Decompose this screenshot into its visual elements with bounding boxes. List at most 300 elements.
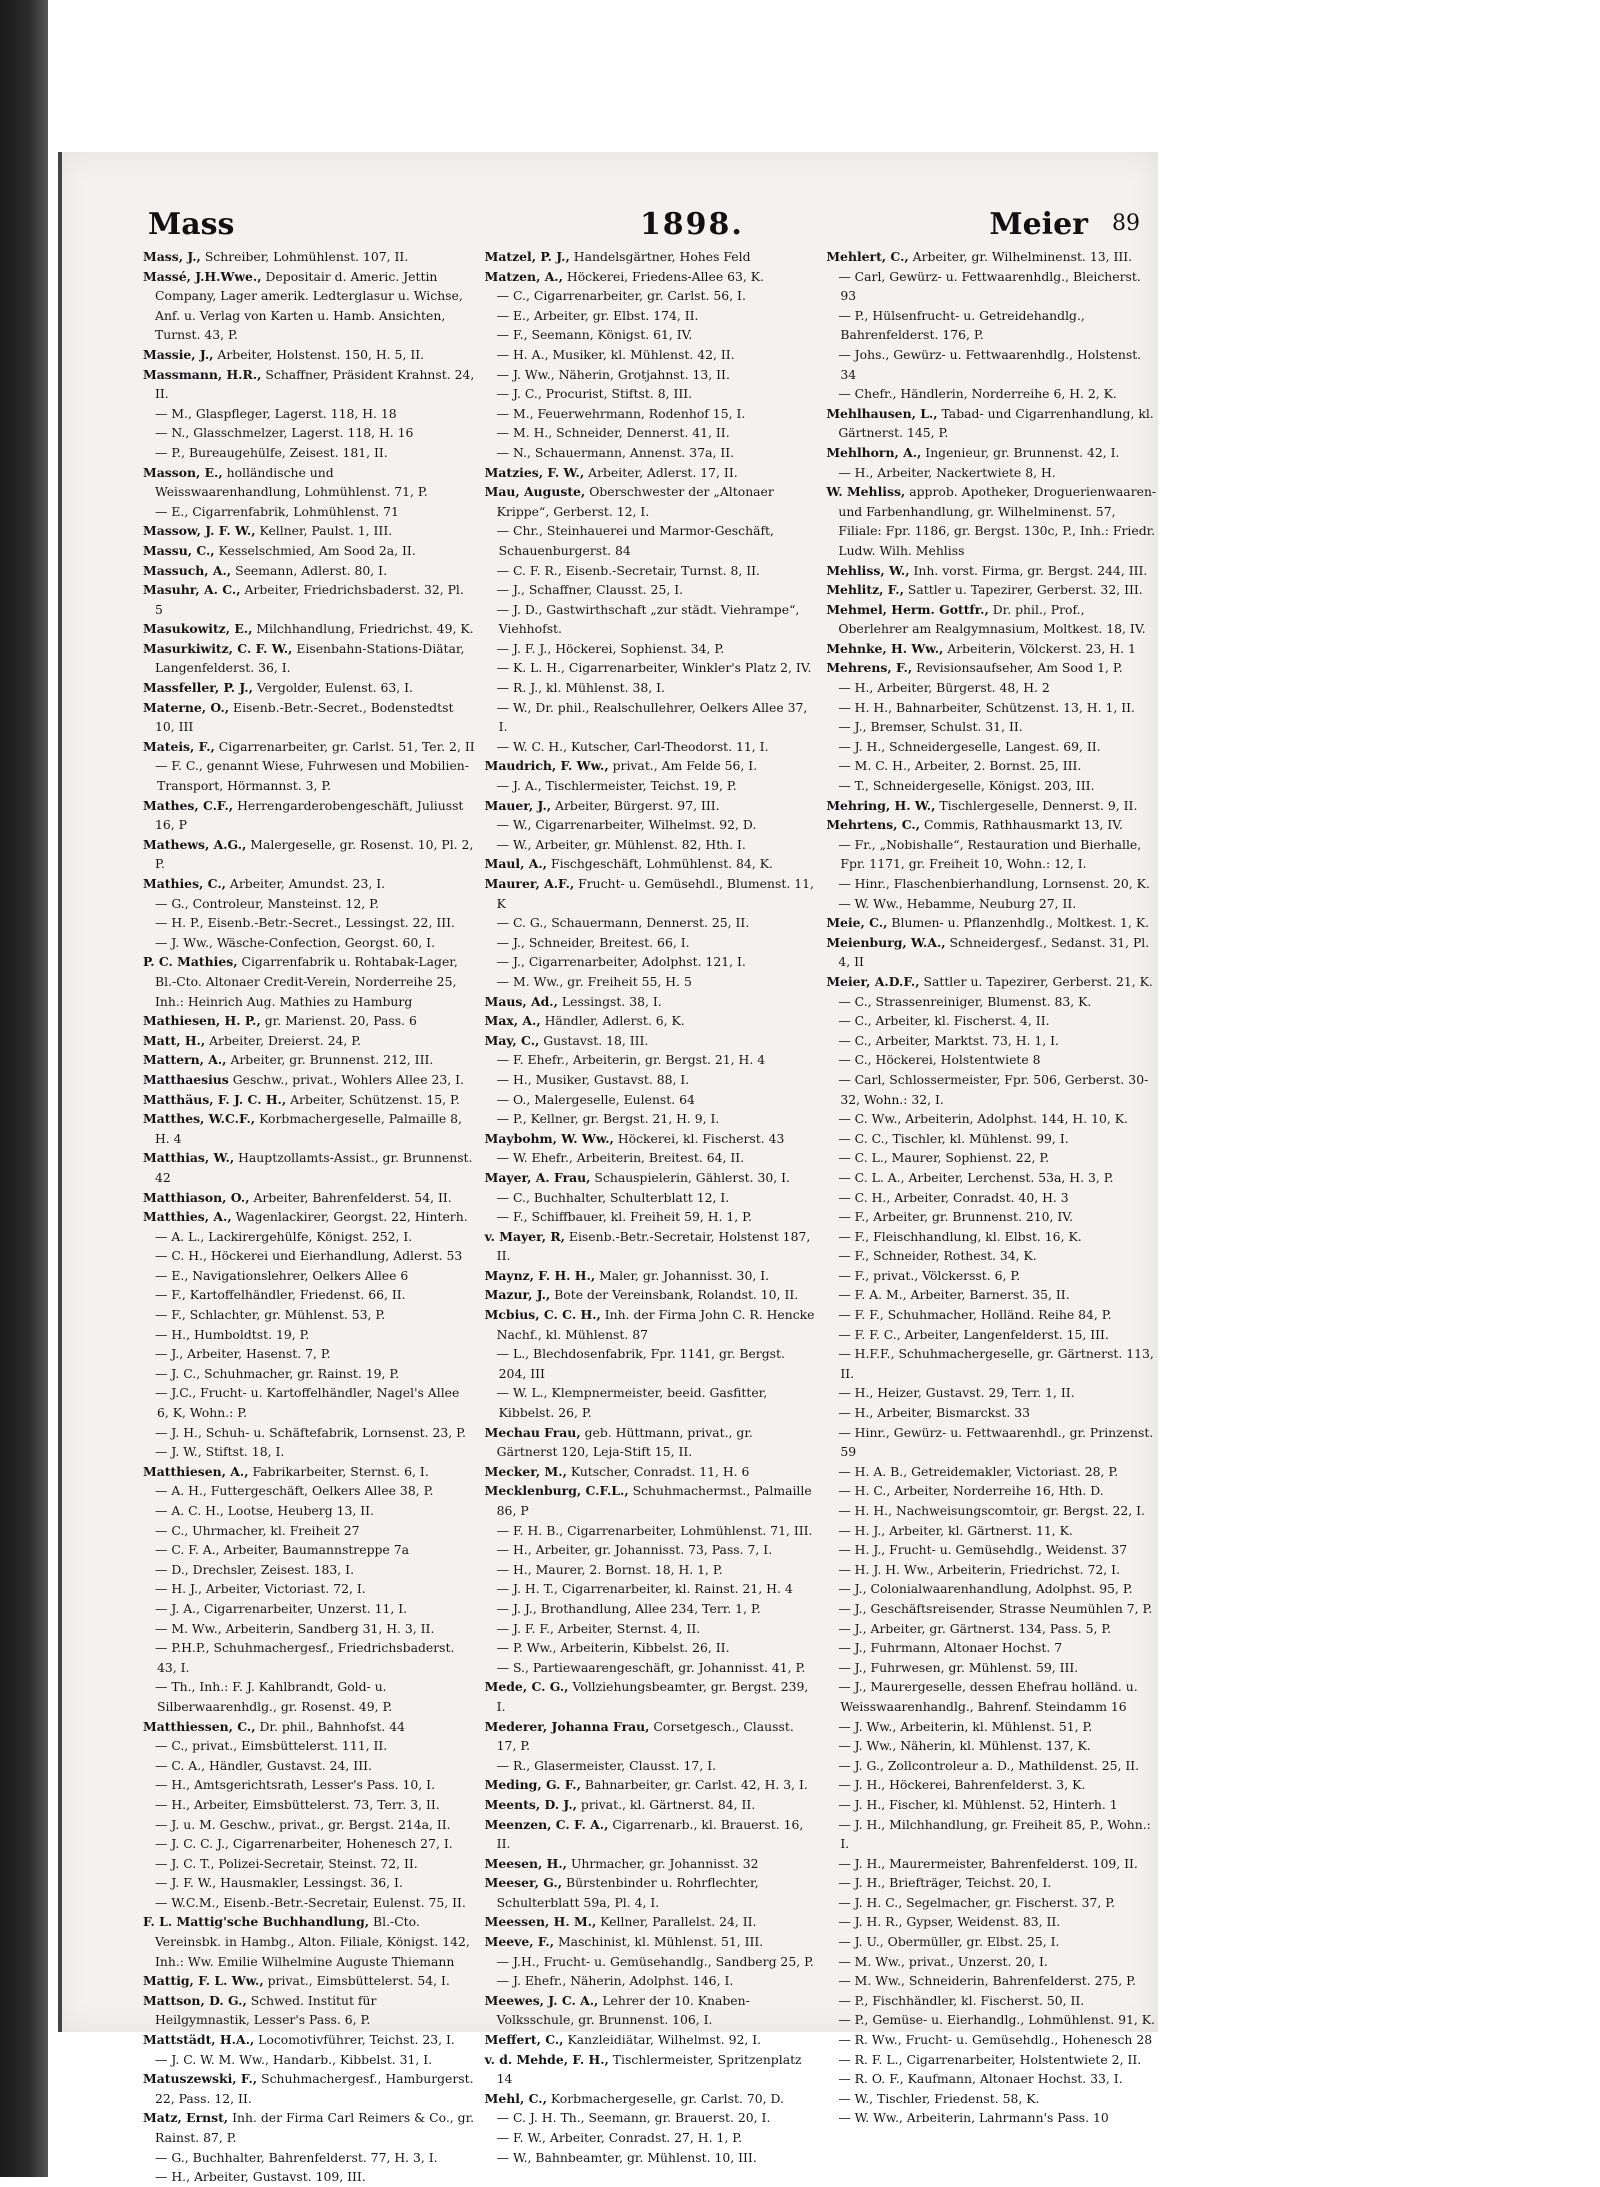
directory-entry: [485, 1462, 817, 1482]
entry-details: — K. L. H., Cigarrenarbeiter, Winkler's Platz 2, IV.: [496, 660, 812, 676]
directory-entry: [826, 1148, 1158, 1168]
entry-details: — W.C.M., Eisenb.-Betr.-Secretair, Eulenst. 75, II.: [155, 1894, 466, 1910]
entry-details: holländische und Weisswaarenhandlung, Lohmühlenst. 71, P.: [155, 464, 428, 500]
directory-entry: [485, 345, 817, 365]
directory-entry: [143, 404, 475, 424]
entry-details: — Fr., „Nobishalle“, Restauration und Bierhalle, Fpr. 1171, gr. Freiheit 10, Wohn.: 12, I.: [838, 836, 1142, 872]
directory-entry: [826, 737, 1158, 757]
directory-entry: [826, 1736, 1158, 1756]
directory-entry: [485, 796, 817, 816]
directory-entry: [826, 639, 1158, 659]
directory-entry: [826, 1971, 1158, 1991]
entry-name: Massuch, A.,: [143, 562, 232, 578]
directory-entry: [826, 1050, 1158, 1070]
entry-details: — C., Buchhalter, Schulterblatt 12, I.: [496, 1189, 730, 1205]
directory-entry: [143, 1815, 475, 1835]
directory-entry: [485, 835, 817, 855]
entry-name: Mede, C. G.,: [484, 1679, 569, 1695]
entry-name: Meesen, H.,: [484, 1855, 567, 1871]
entry-details: Maler, gr. Johannisst. 30, I.: [599, 1267, 770, 1283]
directory-entry: [143, 502, 475, 522]
directory-entry: [826, 1207, 1158, 1227]
directory-entry: [143, 874, 475, 894]
entry-details: — C., Strassenreiniger, Blumenst. 83, K.: [838, 993, 1092, 1009]
directory-entry: [485, 1717, 817, 1756]
directory-entry: [485, 580, 817, 600]
directory-entry: [143, 1971, 475, 1991]
entry-details: — C., Uhrmacher, kl. Freiheit 27: [155, 1522, 360, 1538]
entry-name: Mau, Auguste,: [484, 484, 586, 500]
entry-details: Locomotivführer, Teichst. 23, I.: [258, 2032, 455, 2048]
directory-entry: [485, 678, 817, 698]
directory-entry: [485, 1873, 817, 1912]
directory-entry: [485, 1070, 817, 1090]
entry-details: — F., Schiffbauer, kl. Freiheit 59, H. 1, P.: [496, 1209, 752, 1225]
entry-name: Mehrtens, C.,: [826, 817, 920, 833]
entry-name: Mehnke, H. Ww.,: [826, 640, 944, 656]
directory-entry: [826, 1325, 1158, 1345]
directory-entry: [143, 1795, 475, 1815]
directory-entry: [485, 776, 817, 796]
entry-details: — J. H., Fischer, kl. Mühlenst. 52, Hinterh. 1: [838, 1796, 1118, 1812]
directory-entry: [485, 1795, 817, 1815]
directory-entry: [485, 1521, 817, 1541]
directory-entry: [485, 2089, 817, 2109]
directory-entry: [826, 913, 1158, 933]
directory-entry: [826, 1031, 1158, 1051]
entry-details: Malergeselle, gr. Rosenst. 10, Pl. 2, P.: [155, 836, 474, 872]
entry-details: — H., Arbeiter, Bürgerst. 48, H. 2: [838, 680, 1050, 696]
entry-details: — M. C. H., Arbeiter, 2. Bornst. 25, III.: [838, 758, 1082, 774]
entry-details: — J. C., Procurist, Stiftst. 8, III.: [496, 386, 693, 402]
directory-entry: [485, 2128, 817, 2148]
entry-details: — F., Seemann, Königst. 61, IV.: [496, 327, 693, 343]
directory-entry: [143, 639, 475, 678]
directory-entry: [143, 952, 475, 1011]
entry-details: Schaffner, Präsident Krahnst. 24, II.: [155, 366, 475, 402]
directory-entry: [143, 1423, 475, 1443]
directory-entry: [485, 1756, 817, 1776]
entry-details: — J., Maurergeselle, dessen Ehefrau holländ. u. Weisswaarenhandlg., Bahrenf. Steindamm 16: [838, 1679, 1138, 1714]
entry-details: — J. J., Brothandlung, Allee 234, Terr. 1, P.: [496, 1600, 761, 1616]
directory-entry: [485, 1971, 817, 1991]
entry-details: Inh. vorst. Firma, gr. Bergst. 244, III.: [913, 562, 1148, 578]
directory-entry: [485, 1227, 817, 1266]
entry-details: — F., Kartoffelhändler, Friedenst. 66, II.: [155, 1287, 406, 1303]
entry-details: Schneidergesf., Sedanst. 31, Pl. 4, II: [838, 934, 1150, 970]
entry-details: — N., Schauermann, Annenst. 37a, II.: [496, 444, 735, 460]
directory-entry: [826, 1952, 1158, 1972]
directory-entry: [143, 365, 475, 404]
entry-name: Matzel, P. J.,: [484, 249, 570, 264]
entry-details: — W., Cigarrenarbeiter, Wilhelmst. 92, D.: [496, 817, 757, 833]
entry-details: Herrengarderobengeschäft, Juliusst 16, P: [155, 797, 464, 833]
entry-details: Bürstenbinder u. Rohrflechter, Schulterblatt 59a, Pl. 4, I.: [496, 1875, 759, 1910]
directory-entry: [143, 1854, 475, 1874]
entry-details: Schauspielerin, Gählerst. 30, I.: [594, 1169, 790, 1185]
directory-entry: [826, 2030, 1158, 2050]
entry-details: — P., Bureaugehülfe, Zeisest. 181, II.: [155, 444, 388, 460]
directory-entry: [143, 1383, 475, 1422]
directory-entry: [143, 1756, 475, 1776]
directory-entry: [826, 678, 1158, 698]
entry-details: — C., Cigarrenarbeiter, gr. Carlst. 56, I.: [496, 288, 746, 304]
directory-entry: [143, 463, 475, 502]
entry-details: — Chr., Steinhauerei und Marmor-Geschäft, Schauenburgerst. 84: [496, 523, 774, 558]
directory-entry: [485, 992, 817, 1012]
entry-details: Lessingst. 38, I.: [561, 993, 662, 1009]
directory-entry: [826, 1285, 1158, 1305]
entry-details: — R. J., kl. Mühlenst. 38, I.: [496, 680, 665, 696]
directory-entry: [143, 1227, 475, 1247]
entry-details: Arbeiter, Adlerst. 17, II.: [588, 464, 738, 480]
entry-details: — J. H. R., Gypser, Weidenst. 83, II.: [838, 1914, 1061, 1930]
entry-name: Matt, H.,: [143, 1032, 206, 1048]
entry-details: — J. W., Stiftst. 18, I.: [155, 1444, 285, 1460]
entry-details: Höckerei, kl. Fischerst. 43: [617, 1130, 785, 1146]
entry-details: Bahnarbeiter, gr. Carlst. 42, H. 3, I.: [584, 1777, 808, 1793]
entry-details: Seemann, Adlerst. 80, I.: [235, 562, 388, 578]
directory-entry: [826, 600, 1158, 639]
entry-name: Materne, O.,: [143, 699, 230, 715]
entry-details: — J. F. J., Höckerei, Sophienst. 34, P.: [496, 640, 725, 656]
entry-details: — J., Arbeiter, Hasenst. 7, P.: [155, 1346, 331, 1362]
directory-entry: [143, 2148, 475, 2168]
directory-entry: [826, 1246, 1158, 1266]
directory-entry: [485, 1031, 817, 1051]
directory-entry: [143, 1521, 475, 1541]
directory-entry: [826, 1579, 1158, 1599]
directory-entry: [485, 521, 817, 560]
entry-details: — R. O. F., Kaufmann, Altonaer Hochst. 33, I.: [838, 2071, 1123, 2087]
directory-entry: [485, 1148, 817, 1168]
directory-entry: [826, 1540, 1158, 1560]
directory-entry: [826, 1501, 1158, 1521]
directory-entry: [485, 1932, 817, 1952]
entry-details: gr. Marienst. 20, Pass. 6: [264, 1013, 417, 1029]
directory-entry: [826, 1305, 1158, 1325]
entry-name: Mehl, C.,: [484, 2090, 547, 2106]
directory-entry: [826, 1717, 1158, 1737]
entry-details: — H. P., Eisenb.-Betr.-Secret., Lessingst. 22, III.: [155, 915, 455, 931]
entry-details: Kanzleidiätar, Wilhelmst. 92, I.: [567, 2032, 762, 2048]
entry-name: Mattig, F. L. Ww.,: [143, 1973, 264, 1989]
entry-name: Massé, J.H.Wwe.,: [143, 268, 262, 284]
directory-entry: [826, 443, 1158, 463]
directory-entry: [826, 1403, 1158, 1423]
directory-entry: [485, 874, 817, 913]
entry-name: Mechau Frau,: [484, 1424, 581, 1440]
entry-details: Schuhmachermst., Palmaille 86, P: [496, 1483, 812, 1518]
entry-details: — F., Fleischhandlung, kl. Elbst. 16, K.: [838, 1228, 1082, 1244]
entry-details: — D., Drechsler, Zeisest. 183, I.: [155, 1561, 355, 1577]
entry-details: Milchhandlung, Friedrichst. 49, K.: [256, 621, 474, 637]
entry-details: — J. C. W. M. Ww., Handarb., Kibbelst. 31, I.: [155, 2051, 433, 2067]
entry-name: Maus, Ad.,: [484, 993, 558, 1009]
entry-name: Massow, J. F. W.,: [143, 523, 256, 539]
entry-details: — A. C. H., Lootse, Heuberg 13, II.: [155, 1503, 374, 1518]
directory-entry: [143, 796, 475, 835]
entry-name: Maynz, F. H. H.,: [484, 1267, 596, 1283]
entry-details: — J., Bremser, Schulst. 31, II.: [838, 719, 1023, 735]
directory-entry: [485, 1619, 817, 1639]
directory-entry: [143, 1619, 475, 1639]
directory-entry: [485, 1305, 817, 1344]
directory-entry: [485, 267, 817, 287]
entry-details: — J. u. M. Geschw., privat., gr. Bergst. 214a, II.: [155, 1816, 451, 1832]
directory-entry: [826, 1188, 1158, 1208]
entry-details: Revisionsaufseher, Am Sood 1, P.: [916, 660, 1123, 676]
directory-entry: [485, 1579, 817, 1599]
entry-details: — C. J. H. Th., Seemann, gr. Brauerst. 20, I.: [496, 2110, 771, 2126]
directory-entry: [143, 1579, 475, 1599]
directory-entry: [826, 972, 1158, 992]
entry-details: Vergolder, Eulenst. 63, I.: [256, 680, 413, 696]
directory-entry: [826, 1011, 1158, 1031]
entry-details: — J. Ww., Näherin, Grotjahnst. 13, II.: [496, 366, 730, 382]
directory-entry: [485, 1168, 817, 1188]
entry-details: — C., Höckerei, Holstentwiete 8: [838, 1052, 1041, 1068]
entry-name: P. C. Mathies,: [143, 954, 238, 970]
directory-entry: [485, 1129, 817, 1149]
directory-entry: [826, 1560, 1158, 1580]
entry-name: v. Mayer, R,: [484, 1228, 565, 1244]
entry-name: Mazur, J.,: [484, 1287, 551, 1303]
entry-details: — M. H., Schneider, Dennerst. 41, II.: [496, 425, 730, 441]
entry-name: Mattson, D. G.,: [143, 1992, 247, 2008]
entry-name: Mehlitz, F.,: [826, 582, 904, 598]
entry-details: — F. H. B., Cigarrenarbeiter, Lohmühlenst. 71, III.: [496, 1522, 813, 1538]
entry-details: privat., Eimsbüttelerst. 54, I.: [267, 1973, 450, 1989]
entry-details: privat., kl. Gärtnerst. 84, II.: [580, 1796, 756, 1812]
directory-entry: [826, 1638, 1158, 1658]
directory-entry: [826, 463, 1158, 483]
entry-details: — M. Ww., privat., Unzerst. 20, I.: [838, 1953, 1048, 1969]
directory-entry: [826, 2069, 1158, 2089]
directory-entry: [143, 247, 475, 267]
directory-entry: [826, 717, 1158, 737]
directory-entry: [143, 1188, 475, 1208]
directory-entry: [485, 306, 817, 326]
entry-name: Meienburg, W.A.,: [826, 934, 946, 950]
directory-entry: [143, 1305, 475, 1325]
directory-entry: [826, 1227, 1158, 1247]
entry-details: Bl.-Cto. Vereinsbk. in Hambg., Alton. Filiale, Königst. 142, Inh.: Ww. Emilie Wilhelmine Auguste Thiemann: [155, 1914, 470, 1969]
entry-details: — J. A., Cigarrenarbeiter, Unzerst. 11, I.: [155, 1600, 408, 1616]
entry-details: Arbeiter, Friedrichsbaderst. 32, Pl. 5: [155, 582, 464, 617]
entry-details: — J. H., Briefträger, Teichst. 20, I.: [838, 1875, 1052, 1891]
entry-details: — Hinr., Gewürz- u. Fettwaarenhdl., gr. Prinzenst. 59: [838, 1424, 1154, 1460]
entry-details: — H., Arbeiter, Gustavst. 109, III.: [155, 2169, 366, 2185]
entry-details: — J. H. C., Segelmacher, gr. Fischerst. 37, P.: [838, 1894, 1116, 1910]
entry-name: Masukowitz, E.,: [143, 621, 253, 637]
entry-details: — C. F. A., Arbeiter, Baumannstreppe 7a: [155, 1542, 409, 1558]
entry-details: Arbeiter, Amundst. 23, I.: [229, 876, 386, 891]
column-2: [484, 247, 817, 2165]
directory-entry: [143, 737, 475, 757]
directory-entry: [143, 2069, 475, 2108]
entry-name: Meffert, C.,: [484, 2032, 564, 2048]
entry-name: Mcbius, C. C. H.,: [484, 1307, 601, 1323]
entry-details: Arbeiter, gr. Wilhelminenst. 13, III.: [912, 249, 1133, 264]
entry-details: — J., Schaffner, Clausst. 25, I.: [496, 582, 684, 598]
directory-entry: [485, 1952, 817, 1972]
entry-name: Matthiessen, C.,: [143, 1718, 256, 1734]
entry-details: — J. G., Zollcontroleur a. D., Mathildenst. 25, II.: [838, 1757, 1140, 1773]
entry-name: Matz, Ernst,: [143, 2110, 229, 2126]
column-3: [826, 247, 1158, 2126]
directory-entry: [143, 1011, 475, 1031]
entry-details: — E., Navigationslehrer, Oelkers Allee 6: [155, 1267, 409, 1283]
entry-name: Mecklenburg, C.F.L.,: [484, 1483, 629, 1499]
entry-details: — F., privat., Völckersst. 6, P.: [838, 1267, 1021, 1283]
entry-name: Max, A.,: [484, 1013, 541, 1029]
directory-entry: [826, 835, 1158, 874]
entry-details: — J. D., Gastwirthschaft „zur städt. Viehrampe“, Viehhofst.: [496, 601, 800, 637]
directory-entry: [143, 423, 475, 443]
directory-entry: [826, 2108, 1158, 2128]
entry-details: — P., Kellner, gr. Bergst. 21, H. 9, I.: [496, 1111, 720, 1127]
entry-details: — M., Glaspfleger, Lagerst. 118, H. 18: [155, 405, 397, 421]
directory-entry: [485, 1109, 817, 1129]
entry-details: Arbeiter, Bürgerst. 97, III.: [555, 797, 720, 813]
entry-details: Händler, Adlerst. 6, K.: [544, 1013, 685, 1029]
directory-entry: [826, 580, 1158, 600]
directory-entry: [826, 1756, 1158, 1776]
entry-name: Maul, A.,: [484, 856, 548, 872]
entry-details: Korbmachergeselle, Palmaille 8, H. 4: [155, 1111, 462, 1146]
entry-details: — J. F. W., Hausmakler, Lessingst. 36, I.: [155, 1875, 403, 1891]
directory-entry: [485, 698, 817, 737]
entry-details: — J., Cigarrenarbeiter, Adolphst. 121, I.: [496, 954, 746, 970]
directory-entry: [485, 1677, 817, 1716]
directory-entry: [143, 1736, 475, 1756]
entry-details: — J. Ww., Arbeiterin, kl. Mühlenst. 51, P.: [838, 1718, 1093, 1734]
entry-name: Mehmel, Herm. Gottfr.,: [826, 601, 989, 617]
directory-entry: [485, 2030, 817, 2050]
entry-details: — J. H., Maurermeister, Bahrenfelderst. 109, II.: [838, 1855, 1138, 1871]
directory-entry: [143, 1050, 475, 1070]
entry-name: Mehliss, W.,: [826, 562, 910, 578]
directory-entry: [826, 1129, 1158, 1149]
directory-entry: [143, 1481, 475, 1501]
directory-entry: [826, 933, 1158, 972]
entry-details: — W., Bahnbeamter, gr. Mühlenst. 10, III.: [496, 2149, 757, 2165]
directory-entry: [485, 1815, 817, 1854]
entry-details: — C. H., Arbeiter, Conradst. 40, H. 3: [838, 1189, 1069, 1205]
directory-entry: [826, 1109, 1158, 1129]
directory-entry: [143, 1207, 475, 1227]
directory-entry: [143, 561, 475, 581]
entry-details: Hauptzollamts-Assist., gr. Brunnenst. 42: [155, 1150, 473, 1185]
entry-details: Depositair d. Americ. Jettin Company, Lager amerik. Ledterglasur u. Wichse, Anf. u. Verlag von Karten u. Hamb. Ansichten, Turnst. 43, P.: [155, 268, 463, 343]
entry-details: — J. H., Milchhandlung, gr. Freiheit 85, P., Wohn.: I.: [838, 1816, 1151, 1852]
entry-details: — C., Arbeiter, Marktst. 73, H. 1, I.: [838, 1032, 1059, 1048]
entry-details: — J. C. C. J., Cigarrenarbeiter, Hohenesch 27, I.: [155, 1836, 453, 1852]
directory-entry: [485, 1599, 817, 1619]
directory-entry: [826, 776, 1158, 796]
directory-entry: [485, 1540, 817, 1560]
directory-entry: [826, 404, 1158, 443]
entry-name: Mateis, F.,: [143, 738, 215, 754]
directory-entry: [826, 1854, 1158, 1874]
entry-name: Matuszewski, F.,: [143, 2071, 258, 2087]
entry-details: — F. C., genannt Wiese, Fuhrwesen und Mobilien-Transport, Hörmannst. 3, P.: [155, 758, 469, 794]
entry-name: Meie, C.,: [826, 915, 888, 931]
directory-entry: [485, 1481, 817, 1520]
entry-details: — F. F., Schuhmacher, Holländ. Reihe 84, P.: [838, 1307, 1112, 1323]
entry-details: — M. Ww., gr. Freiheit 55, H. 5: [496, 973, 692, 989]
directory-entry: [143, 580, 475, 619]
directory-entry: [143, 933, 475, 953]
directory-entry: [826, 796, 1158, 816]
entry-details: — W., Arbeiter, gr. Mühlenst. 82, Hth. I.: [496, 836, 746, 852]
directory-entry: [485, 1423, 817, 1462]
directory-entry: [826, 2010, 1158, 2030]
directory-entry: [485, 600, 817, 639]
entry-details: — J. C. T., Polizei-Secretair, Steinst. 72, II.: [155, 1855, 418, 1871]
entry-details: Kutscher, Conradst. 11, H. 6: [570, 1463, 750, 1479]
entry-details: — F., Arbeiter, gr. Brunnenst. 210, IV.: [838, 1209, 1074, 1225]
directory-entry: [826, 874, 1158, 894]
directory-entry: [485, 639, 817, 659]
entry-name: May, C.,: [484, 1032, 540, 1048]
scan-edge-left: [0, 0, 48, 2177]
entry-details: — W. Ww., Arbeiterin, Lahrmann's Pass. 10: [838, 2110, 1109, 2126]
entry-details: — C. A., Händler, Gustavst. 24, III.: [155, 1757, 372, 1773]
directory-entry: [485, 952, 817, 972]
directory-entry: [826, 894, 1158, 914]
entry-details: — E., Arbeiter, gr. Elbst. 174, II.: [496, 307, 699, 323]
entry-details: — J. H., Höckerei, Bahrenfelderst. 3, K.: [838, 1777, 1086, 1793]
entry-name: Mathes, C.F.,: [143, 797, 234, 813]
directory-entry: [143, 267, 475, 345]
directory-entry: [826, 1599, 1158, 1619]
directory-entry: [826, 247, 1158, 267]
entry-details: — Carl, Gewürz- u. Fettwaarenhdlg., Bleicherst. 93: [838, 268, 1141, 304]
directory-entry: [485, 443, 817, 463]
entry-details: — H. J., Arbeiter, Victoriast. 72, I.: [155, 1581, 366, 1597]
entry-name: Mathiesen, H. P.,: [143, 1013, 261, 1029]
entry-details: Eisenbahn-Stations-Diätar, Langenfelderst. 36, I.: [155, 640, 465, 676]
directory-entry: [826, 1893, 1158, 1913]
directory-entry: [143, 1090, 475, 1110]
directory-entry: [485, 1188, 817, 1208]
directory-entry: [826, 1912, 1158, 1932]
entry-details: — F., Schlachter, gr. Mühlenst. 53, P.: [155, 1307, 386, 1323]
directory-entry: [143, 619, 475, 639]
directory-entry: [143, 913, 475, 933]
entry-details: — H. J., Arbeiter, kl. Gärtnerst. 11, K.: [838, 1522, 1073, 1538]
entry-name: Mattstädt, H.A.,: [143, 2032, 255, 2048]
entry-details: — H., Heizer, Gustavst. 29, Terr. 1, II.: [838, 1385, 1075, 1401]
directory-entry: [143, 1717, 475, 1737]
entry-details: Bote der Vereinsbank, Rolandst. 10, II.: [554, 1287, 799, 1303]
column-1: [143, 247, 475, 2185]
directory-entry: [485, 2050, 817, 2089]
directory-entry: [143, 678, 475, 698]
entry-details: — J. H. T., Cigarrenarbeiter, kl. Rainst. 21, H. 4: [496, 1581, 793, 1597]
directory-entry: [826, 1423, 1158, 1462]
directory-entry: [826, 1619, 1158, 1639]
directory-entry: [143, 345, 475, 365]
entry-name: Mathews, A.G.,: [143, 836, 247, 852]
entry-details: — J. H., Schneidergeselle, Langest. 69, II.: [838, 738, 1101, 754]
entry-details: — J., Arbeiter, gr. Gärtnerst. 134, Pass. 5, P.: [838, 1620, 1112, 1636]
directory-entry: [826, 1991, 1158, 2011]
entry-details: Dr. phil., Bahnhofst. 44: [259, 1718, 405, 1734]
entry-details: Schreiber, Lohmühlenst. 107, II.: [204, 249, 409, 264]
